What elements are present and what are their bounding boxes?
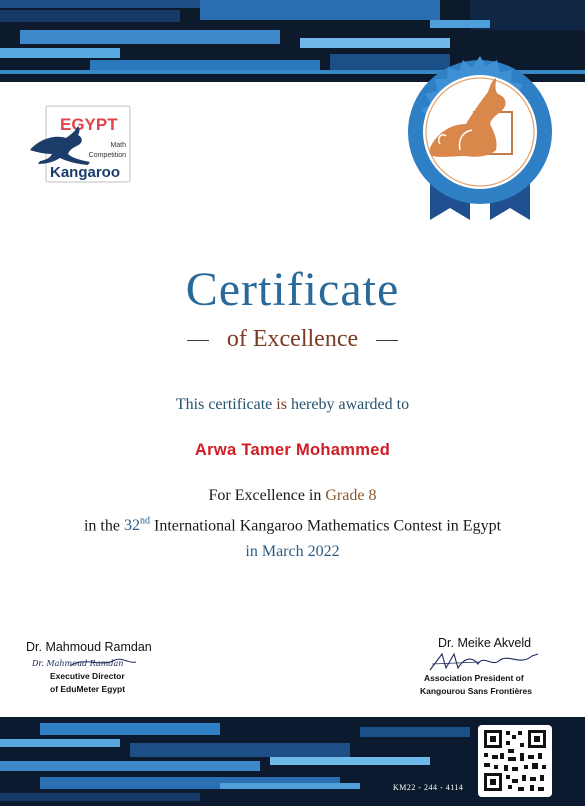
- signature-left-scribble: [30, 654, 140, 670]
- signer-right-name: Dr. Meike Akveld: [438, 636, 532, 650]
- contest-sup: nd: [139, 516, 150, 527]
- contest-line: [0, 516, 585, 535]
- contest-pre: in the: [83, 517, 120, 535]
- certificate-subtitle-row: [0, 326, 585, 353]
- awarded-pre: This certificate: [175, 396, 273, 413]
- logo-kangaroo-text: Kangaroo: [50, 164, 121, 181]
- awarded-line: [0, 396, 585, 414]
- logo-math-text: Math: [110, 142, 126, 149]
- qr-code-icon: [478, 725, 552, 797]
- signature-left: [26, 640, 186, 696]
- signer-right-role2: Kangourou Sans Frontières: [420, 686, 532, 696]
- signer-left-name: Dr. Mahmoud Ramdan: [26, 640, 152, 654]
- subtitle-dash-right: [376, 340, 398, 342]
- logo-egypt-text: EGYPT: [60, 115, 118, 134]
- egypt-kangaroo-logo: [24, 104, 132, 184]
- signature-left-handwriting: Dr. Mahmoud Ramdan: [32, 659, 124, 668]
- contest-num: 32: [123, 517, 140, 535]
- signer-left-role1: Executive Director: [50, 671, 125, 681]
- logo-competition-text: Competition: [88, 152, 126, 159]
- excellence-label: For Excellence in: [208, 487, 322, 504]
- awarded-post: hereby awarded to: [290, 396, 410, 413]
- kangaroo-medal-icon: [400, 52, 560, 224]
- awarded-mid: is: [276, 396, 287, 413]
- contest-number: [124, 517, 150, 534]
- recipient-name: Arwa Tamer Mohammed: [194, 441, 391, 459]
- signer-left-role2: of EduMeter Egypt: [50, 684, 126, 694]
- subtitle-dash-left: [187, 340, 209, 342]
- contest-post: International Kangaroo Mathematics Contest in Egypt: [153, 517, 502, 535]
- signature-right: [420, 636, 570, 698]
- date-line: in March 2022: [245, 543, 340, 560]
- excellence-line: [0, 487, 585, 505]
- certificate-title: Certificate: [185, 263, 400, 316]
- signer-right-role1: Association President of: [424, 673, 524, 683]
- certificate-subtitle: of Excellence: [226, 326, 359, 352]
- certificate-code: KM22 - 244 - 4114: [393, 783, 464, 792]
- signature-right-scribble: [420, 650, 550, 672]
- grade-value: Grade 8: [325, 487, 377, 504]
